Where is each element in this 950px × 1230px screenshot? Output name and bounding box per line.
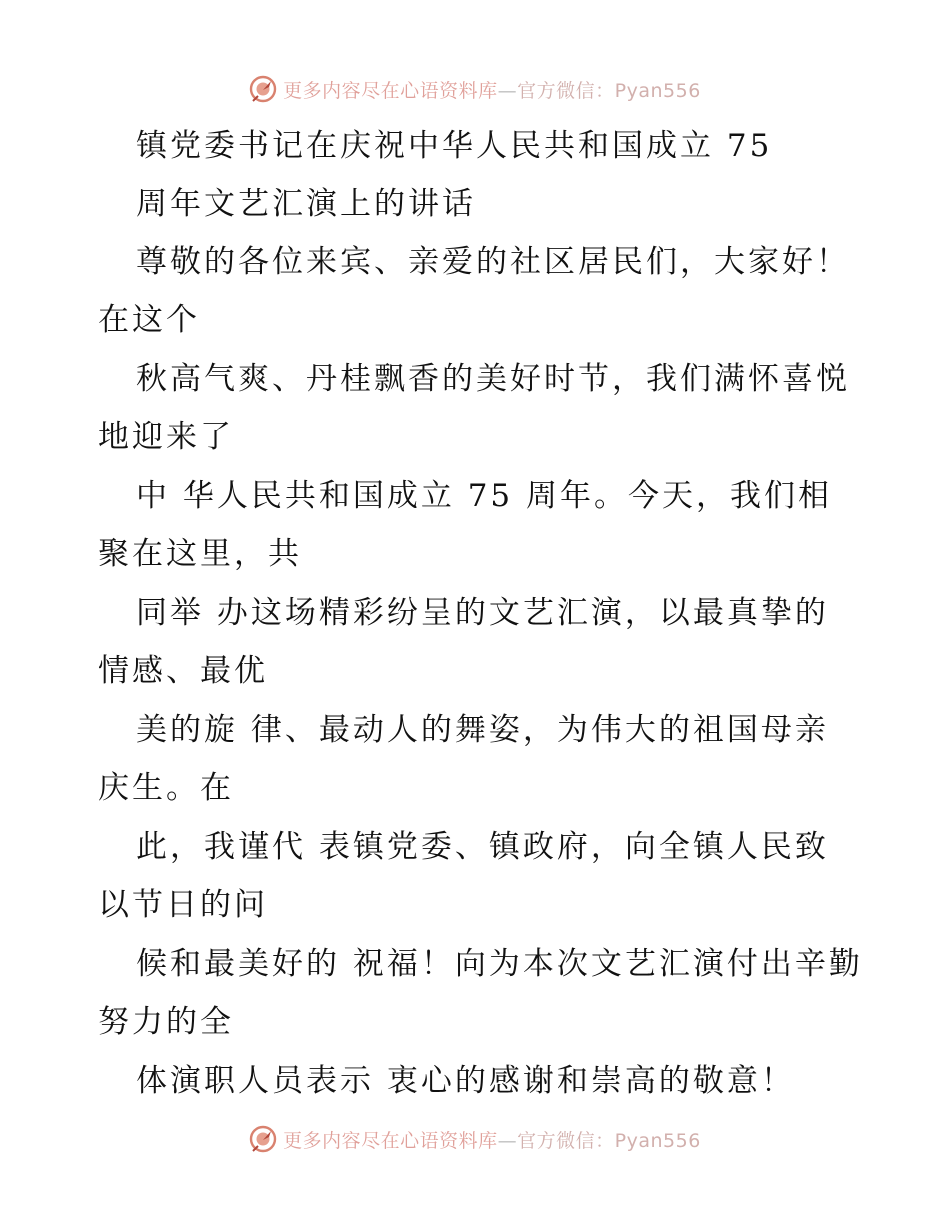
body-line: 在这个: [98, 302, 200, 338]
document-title-line-1: 镇党委书记在庆祝中华人民共和国成立 75: [136, 128, 773, 164]
watermark-main-text: 更多内容尽在心语资料库: [283, 1129, 498, 1152]
quill-pen-logo-icon: [249, 1125, 277, 1153]
body-line: 秋高气爽、丹桂飘香的美好时节，我们满怀喜悦: [136, 361, 850, 397]
body-line: 候和最美好的 祝福！向为本次文艺汇演付出辛勤: [136, 946, 863, 982]
body-line: 中 华人民共和国成立 75 周年。今天，我们相: [136, 478, 833, 514]
watermark-dash: —: [497, 1129, 518, 1152]
body-line: 体演职人员表示 衷心的感谢和崇高的敬意！: [136, 1063, 795, 1099]
body-line: 美的旋 律、最动人的舞姿，为伟大的祖国母亲: [136, 712, 829, 748]
header-watermark: [0, 72, 950, 106]
quill-pen-logo-icon: [249, 75, 277, 103]
body-line: 庆生。在: [98, 770, 234, 806]
body-line: 情感、最优: [98, 653, 268, 689]
body-line: 此，我谨代 表镇党委、镇政府，向全镇人民致: [136, 829, 829, 865]
watermark-main-text: 更多内容尽在心语资料库: [283, 79, 498, 102]
document-title-line-2: 周年文艺汇演上的讲话: [136, 186, 476, 222]
body-line: 同举 办这场精彩纷呈的文艺汇演，以最真挚的: [136, 595, 829, 631]
footer-watermark: [0, 1122, 950, 1156]
body-line: 尊敬的各位来宾、亲爱的社区居民们，大家好！: [136, 244, 850, 280]
body-line: 地迎来了: [98, 419, 234, 455]
body-line: 聚在这里，共: [98, 536, 302, 572]
body-line: 以节日的问: [98, 887, 268, 923]
body-line: 努力的全: [98, 1004, 234, 1040]
watermark-contact-text: 官方微信：Pyan556: [517, 79, 701, 102]
watermark-contact-text: 官方微信：Pyan556: [517, 1129, 701, 1152]
watermark-dash: —: [497, 79, 518, 102]
